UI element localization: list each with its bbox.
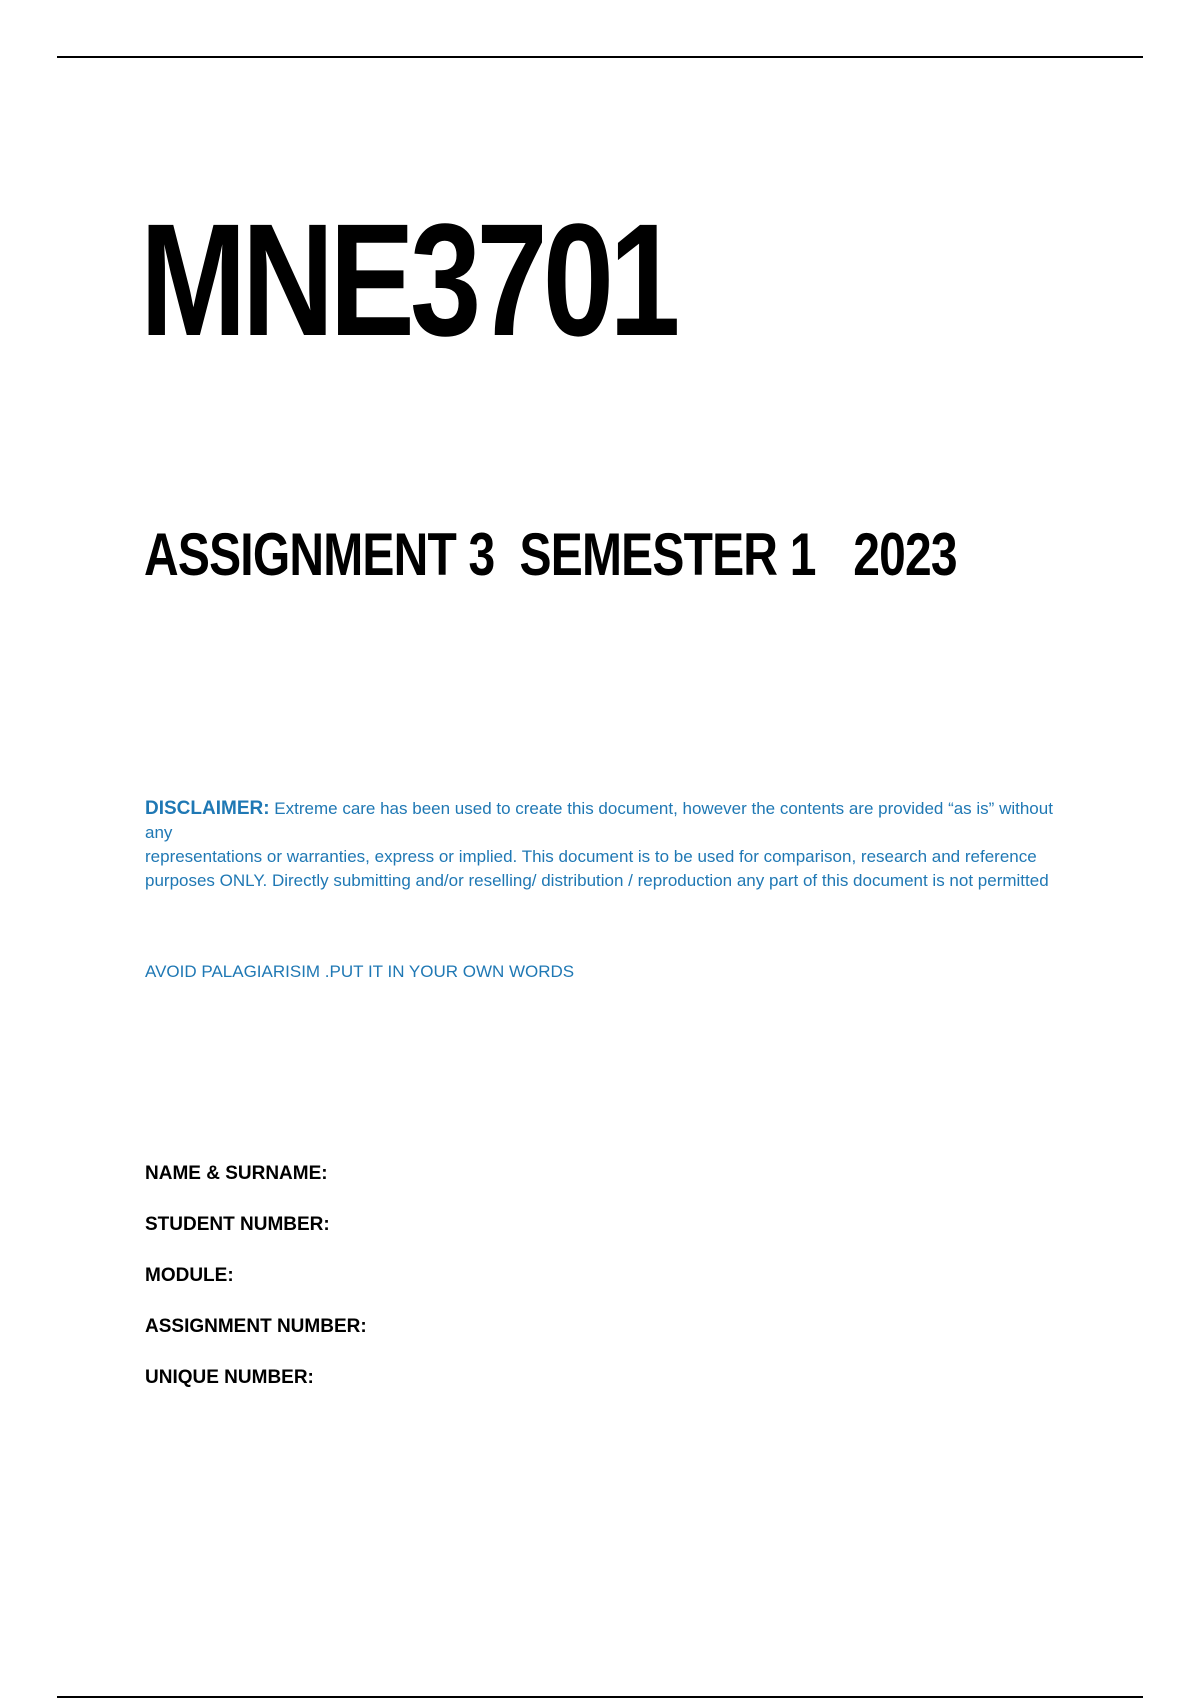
disclaimer-block [145,797,1065,893]
student-details-list [145,1163,367,1418]
assignment-number-label: ASSIGNMENT NUMBER: [145,1316,367,1337]
top-divider [57,56,1143,58]
disclaimer-line-2: any [145,823,173,842]
plagiarism-note: AVOID PALAGIARISIM .PUT IT IN YOUR OWN WORDS [145,962,575,981]
disclaimer-text-1: Extreme care has been used to create this document, however the contents are provided “as is” without [274,799,1053,818]
name-surname-label: NAME & SURNAME: [145,1163,328,1184]
disclaimer-line-3: representations or warranties, express or implied. This document is to be used for comparison, research and reference [145,847,1037,866]
unique-number-label: UNIQUE NUMBER: [145,1367,314,1388]
disclaimer-line-4: purposes ONLY. Directly submitting and/or reselling/ distribution / reproduction any part of this document is not permitted [145,871,1049,890]
module-label: MODULE: [145,1265,234,1286]
course-code-title: MNE3701 [140,190,676,369]
student-number-label: STUDENT NUMBER: [145,1214,330,1235]
disclaimer-label: DISCLAIMER: [145,798,270,819]
bottom-divider [57,1696,1143,1698]
disclaimer-line-1 [145,797,1065,821]
assignment-heading: ASSIGNMENT 3 SEMESTER 1 2023 [144,521,957,588]
